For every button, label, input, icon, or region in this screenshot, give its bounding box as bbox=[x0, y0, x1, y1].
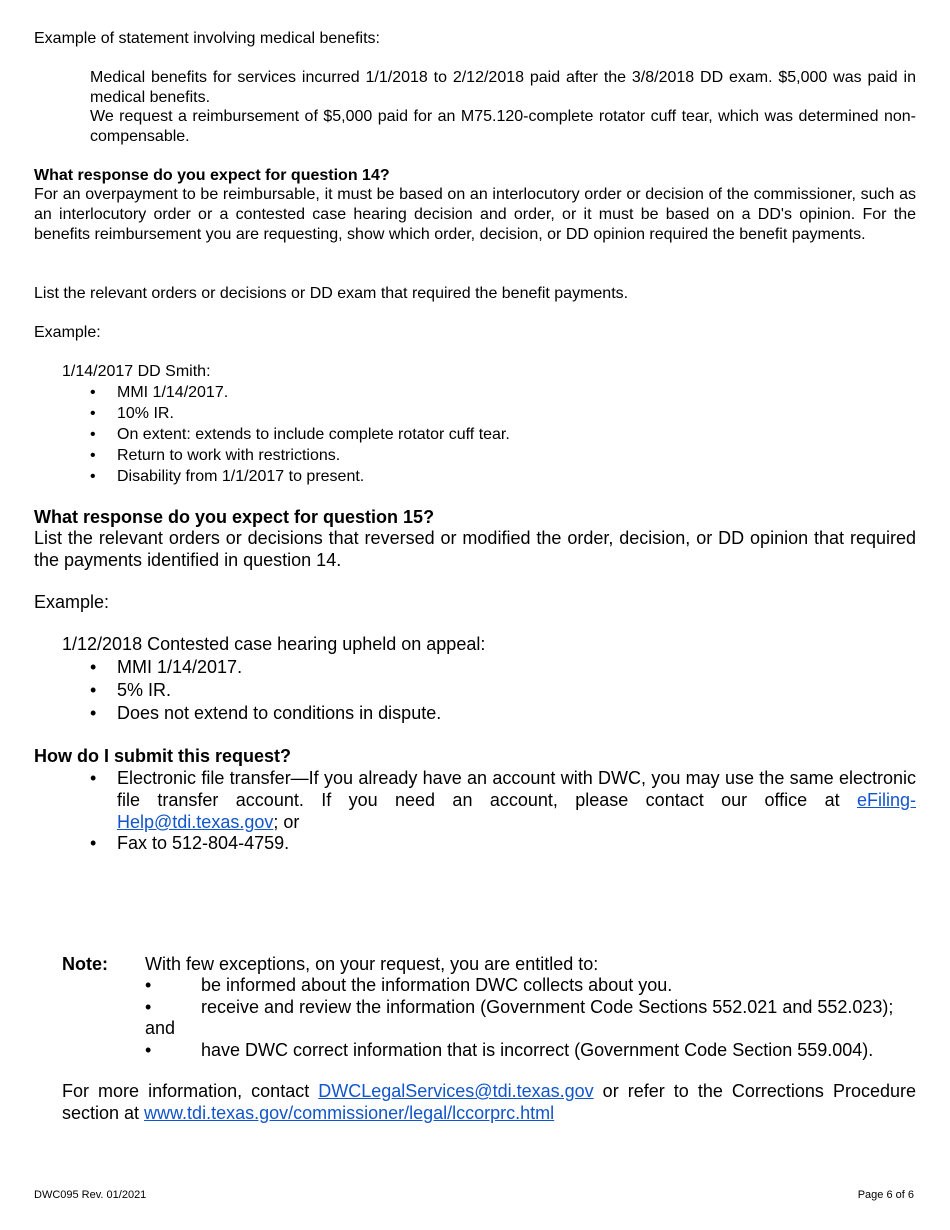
corrections-procedure-link[interactable]: www.tdi.texas.gov/commissioner/legal/lccorprc.html bbox=[144, 1103, 555, 1123]
note-item: have DWC correct information that is incorrect (Government Code Section 559.004). bbox=[201, 1040, 874, 1060]
note-intro: With few exceptions, on your request, you are entitled to: bbox=[145, 954, 599, 974]
q15-body: List the relevant orders or decisions that reversed or modified the order, decision, or DD opinion that required the payments identified in question 14. bbox=[34, 528, 916, 570]
q14-list-item: • Disability from 1/1/2017 to present. bbox=[117, 467, 364, 487]
note-bullet-icon: • bbox=[145, 997, 152, 1017]
q15-list-item: • Does not extend to conditions in dispute. bbox=[117, 702, 441, 724]
note-bullet-icon: • bbox=[145, 1040, 152, 1060]
q15-example-title: 1/12/2018 Contested case hearing upheld on appeal: bbox=[62, 634, 486, 654]
submit-item-fax: • Fax to 512-804-4759. bbox=[117, 832, 289, 854]
submit-heading: How do I submit this request? bbox=[34, 746, 292, 766]
q14-example-title: 1/14/2017 DD Smith: bbox=[62, 363, 211, 380]
q14-list-item: • On extent: extends to include complete rotator cuff tear. bbox=[117, 425, 510, 445]
efiling-help-email-link[interactable]: eFiling-Help@tdi.texas.gov bbox=[117, 790, 916, 832]
form-id: DWC095 Rev. 01/2021 bbox=[34, 1189, 147, 1201]
submit-item-text: Electronic file transfer—If you already have an account with DWC, you may use the same electronic file transfer account. If you need an account, please contact our office at bbox=[117, 768, 916, 810]
q14-body: For an overpayment to be reimbursable, it must be based on an interlocutory order or decision of the commissioner, such as an interlocutory order or a contested case hearing decision and order, or it must be based on a DD's opinion. For the benefits reimbursement you are requesting, show which order, decision, or DD opinion required the benefit payments. bbox=[34, 186, 916, 243]
q15-heading: What response do you expect for question 15? bbox=[34, 507, 435, 527]
page-number: Page 6 of 6 bbox=[857, 1189, 914, 1201]
note-label: Note: bbox=[62, 954, 108, 974]
q14-heading: What response do you expect for question 14? bbox=[34, 167, 390, 184]
q14-list-item: • 10% IR. bbox=[117, 404, 174, 424]
more-info-middle: or refer to the Corrections Procedure section at bbox=[62, 1081, 916, 1123]
q14-list-item: • MMI 1/14/2017. bbox=[117, 383, 228, 403]
q14-list-item: • Return to work with restrictions. bbox=[117, 446, 340, 466]
note-bullet-icon: • bbox=[145, 975, 152, 995]
note-item-continuation: and bbox=[145, 1018, 176, 1038]
submit-item-electronic-transfer bbox=[117, 767, 916, 833]
q15-example-label: Example: bbox=[34, 592, 110, 612]
legal-services-email-link[interactable]: DWCLegalServices@tdi.texas.gov bbox=[318, 1081, 594, 1101]
medical-example-intro: Example of statement involving medical benefits: bbox=[34, 30, 380, 47]
note-item: receive and review the information (Government Code Sections 552.021 and 552.023); bbox=[201, 997, 894, 1017]
medical-example-line-1: Medical benefits for services incurred 1/1/2018 to 2/12/2018 paid after the 3/8/2018 DD exam. $5,000 was paid in medical benefits. bbox=[90, 69, 916, 106]
more-info-paragraph bbox=[62, 1080, 916, 1124]
q14-instruction: List the relevant orders or decisions or DD exam that required the benefit payments. bbox=[34, 285, 629, 302]
q15-list-item: • MMI 1/14/2017. bbox=[117, 656, 242, 678]
note-item: be informed about the information DWC collects about you. bbox=[201, 975, 673, 995]
more-info-prefix: For more information, contact bbox=[62, 1081, 319, 1101]
q15-list-item: • 5% IR. bbox=[117, 679, 171, 701]
medical-example-line-2: We request a reimbursement of $5,000 paid for an M75.120-complete rotator cuff tear, which was determined non-compensable. bbox=[90, 108, 916, 145]
q14-example-label: Example: bbox=[34, 324, 101, 341]
submit-item-suffix: ; or bbox=[273, 812, 300, 832]
